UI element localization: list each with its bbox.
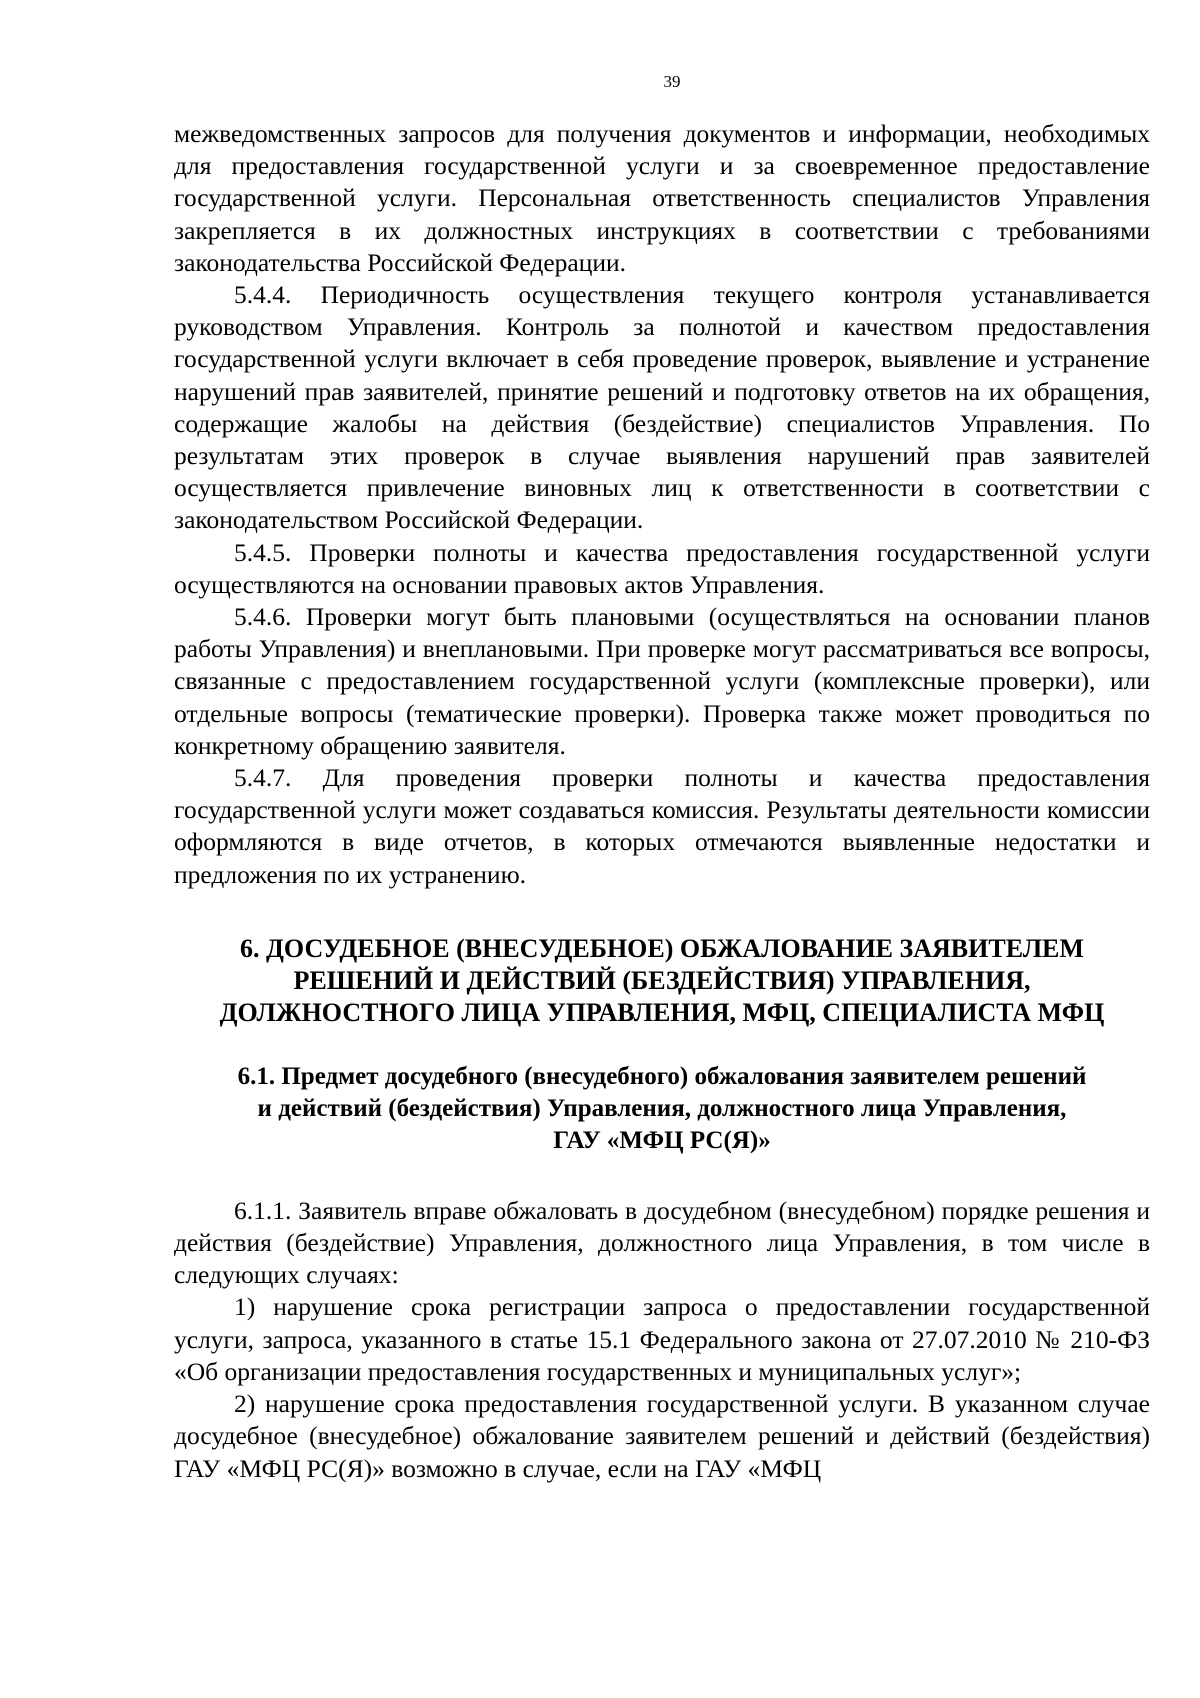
list-item-2: 2) нарушение срока предоставления государственной услуги. В указанном случае досудебное (внесудебное) обжалование заявителем решений и действий (бездействия) ГАУ «МФЦ РС(Я)» возможно в случае, если на ГАУ «МФЦ [174, 1389, 1150, 1483]
document-page [174, 72, 1150, 1485]
paragraph-5-4-5: 5.4.5. Проверки полноты и качества предоставления государственной услуги осуществляются на основании правовых актов Управления. [174, 537, 1150, 599]
subsection-heading-line-2: и действий (бездействия) Управления, должностного лица Управления, [257, 1094, 1067, 1122]
paragraph-5-4-7: 5.4.7. Для проведения проверки полноты и качества предоставления государственной услуги может создаваться комиссия. Результаты деятельности комиссии оформляются в виде отчетов, в которых отмечаются выявленные недостатки и предложения по их устранению. [174, 763, 1150, 889]
section-heading-line-1: 6. ДОСУДЕБНОЕ (ВНЕСУДЕБНОЕ) ОБЖАЛОВАНИЕ ЗАЯВИТЕЛЕМ [240, 933, 1084, 963]
subsection-heading [174, 1061, 1150, 1157]
paragraph-5-4-6: 5.4.6. Проверки могут быть плановыми (осуществляться на основании планов работы Управления) и внеплановыми. При проверке могут рассматриваться все вопросы, связанные с предоставлением государственной услуги (комплексные проверки), или отдельные вопросы (тематические проверки). Проверка также может проводиться по конкретному обращению заявителя. [174, 602, 1150, 760]
list-item-1: 1) нарушение срока регистрации запроса о предоставлении государственной услуги, запроса, указанного в статье 15.1 Федерального закона от 27.07.2010 № 210-ФЗ «Об организации предоставления государственных и муниципальных услуг»; [174, 1292, 1150, 1386]
subsection-heading-line-1: 6.1. Предмет досудебного (внесудебного) обжалования заявителем решений [237, 1062, 1087, 1090]
section-heading [174, 933, 1150, 1029]
subsection-heading-line-3: ГАУ «МФЦ РС(Я)» [553, 1126, 771, 1154]
section-heading-line-2: РЕШЕНИЙ И ДЕЙСТВИЙ (БЕЗДЕЙСТВИЯ) УПРАВЛЕНИЯ, [293, 965, 1031, 995]
page-number: 39 [663, 72, 681, 91]
paragraph-5-4-4: 5.4.4. Периодичность осуществления текущего контроля устанавливается руководством Управления. Контроль за полнотой и качеством предоставления государственной услуги включает в себя проведение проверок, выявление и устранение нарушений прав заявителей, принятие решений и подготовку ответов на их обращения, содержащие жалобы на действия (бездействие) специалистов Управления. По результатам этих проверок в случае выявления нарушений прав заявителей осуществляется привлечение виновных лиц к ответственности в соответствии с законодательством Российской Федерации. [174, 280, 1150, 535]
paragraph-6-1-1: 6.1.1. Заявитель вправе обжаловать в досудебном (внесудебном) порядке решения и действия (бездействие) Управления, должностного лица Управления, в том числе в следующих случаях: [174, 1195, 1150, 1290]
paragraph-continuation: межведомственных запросов для получения документов и информации, необходимых для предоставления государственной услуги и за своевременное предоставление государственной услуги. Персональная ответственность специалистов Управления закрепляется в их должностных инструкциях в соответствии с требованиями законодательства Российской Федерации. [174, 119, 1150, 277]
section-heading-line-3: ДОЛЖНОСТНОГО ЛИЦА УПРАВЛЕНИЯ, МФЦ, СПЕЦИАЛИСТА МФЦ [219, 997, 1105, 1027]
